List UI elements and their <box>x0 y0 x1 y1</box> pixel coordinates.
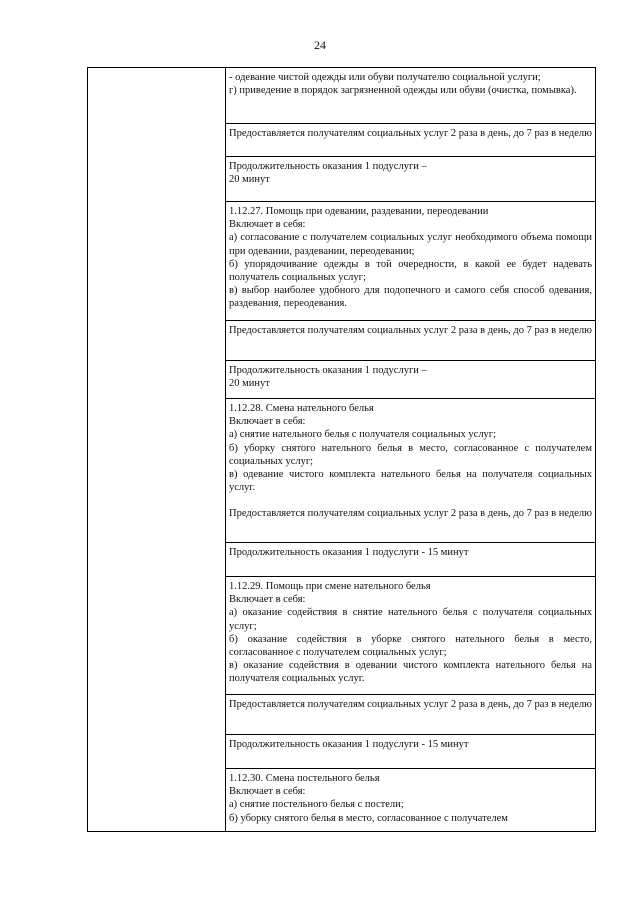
cell-line: Включает в себя: <box>229 416 306 428</box>
description-cell <box>226 124 596 157</box>
left-cell <box>88 68 226 832</box>
cell-line: Включает в себя: <box>229 219 306 231</box>
cell-line: б) уборку снятого белья в место, согласованное с получателем <box>229 812 508 824</box>
cell-line: Предоставляется получателям социальных услуг 2 раза в день, до 7 раз в неделю <box>229 128 592 139</box>
cell-line: в) одевание чистого комплекта нательного белья на получателя социальных услуг. <box>229 469 592 494</box>
description-cell <box>226 321 596 361</box>
description-cell <box>226 157 596 202</box>
description-cell <box>226 695 596 735</box>
cell-line: 1.12.30. Смена постельного белья <box>229 773 380 784</box>
cell-line: Продолжительность оказания 1 подуслуги – <box>229 365 427 376</box>
cell-line: Продолжительность оказания 1 подуслуги - 15 минут <box>229 547 469 558</box>
cell-line: Предоставляется получателям социальных услуг 2 раза в день, до 7 раз в неделю <box>229 325 592 336</box>
description-cell <box>226 202 596 321</box>
cell-line: Включает в себя: <box>229 786 306 798</box>
cell-line: Предоставляется получателям социальных услуг 2 раза в день, до 7 раз в неделю <box>229 699 592 710</box>
blank-line <box>229 494 592 507</box>
cell-line: б) оказание содействия в уборке снятого нательного белья в место, согласованное с получателем социальных услуг; <box>229 633 592 659</box>
cell-line: 1.12.27. Помощь при одевании, раздевании, переодевании <box>229 206 489 217</box>
page-number: 24 <box>314 38 326 52</box>
cell-line: в) оказание содействия в одевании чистого комплекта нательного белья на получателя социальных услуг. <box>229 660 592 685</box>
description-cell <box>226 543 596 577</box>
cell-line: 20 минут <box>229 174 270 186</box>
description-cell <box>226 399 596 543</box>
cell-line: б) упорядочивание одежды в той очередности, в какой ее будет надевать получатель социальных услуг; <box>229 258 592 284</box>
table-row <box>88 68 596 124</box>
cell-line: Включает в себя: <box>229 594 306 606</box>
services-table <box>87 67 596 832</box>
cell-line: Предоставляется получателям социальных услуг 2 раза в день, до 7 раз в неделю <box>229 508 592 520</box>
cell-line: а) согласование с получателем социальных услуг необходимого объема помощи при одевании, раздевании, переодевании; <box>229 232 592 257</box>
description-cell <box>226 577 596 695</box>
cell-line: а) снятие постельного белья с постели; <box>229 799 404 811</box>
cell-line: а) оказание содействия в снятие нательного белья с получателя социальных услуг; <box>229 607 592 632</box>
cell-line: 1.12.28. Смена нательного белья <box>229 403 374 414</box>
cell-line: а) снятие нательного белья с получателя социальных услуг; <box>229 429 497 441</box>
cell-line: в) выбор наиболее удобного для подопечного и самого себя способ одевания, раздевания, переодевания. <box>229 285 592 310</box>
cell-line: 20 минут <box>229 378 270 390</box>
description-cell <box>226 769 596 832</box>
cell-line: Продолжительность оказания 1 подуслуги - 15 минут <box>229 739 469 750</box>
cell-line: - одевание чистой одежды или обуви получателю социальной услуги; <box>229 72 541 83</box>
cell-line: 1.12.29. Помощь при смене нательного белья <box>229 581 431 592</box>
description-cell <box>226 361 596 399</box>
cell-line: г) приведение в порядок загрязненной одежды или обуви (очистка, помывка). <box>229 85 577 97</box>
cell-line: б) уборку снятого нательного белья в место, согласованное с получателем социальных услуг; <box>229 442 592 467</box>
description-cell <box>226 68 596 124</box>
cell-line: Продолжительность оказания 1 подуслуги – <box>229 161 427 172</box>
description-cell <box>226 735 596 769</box>
